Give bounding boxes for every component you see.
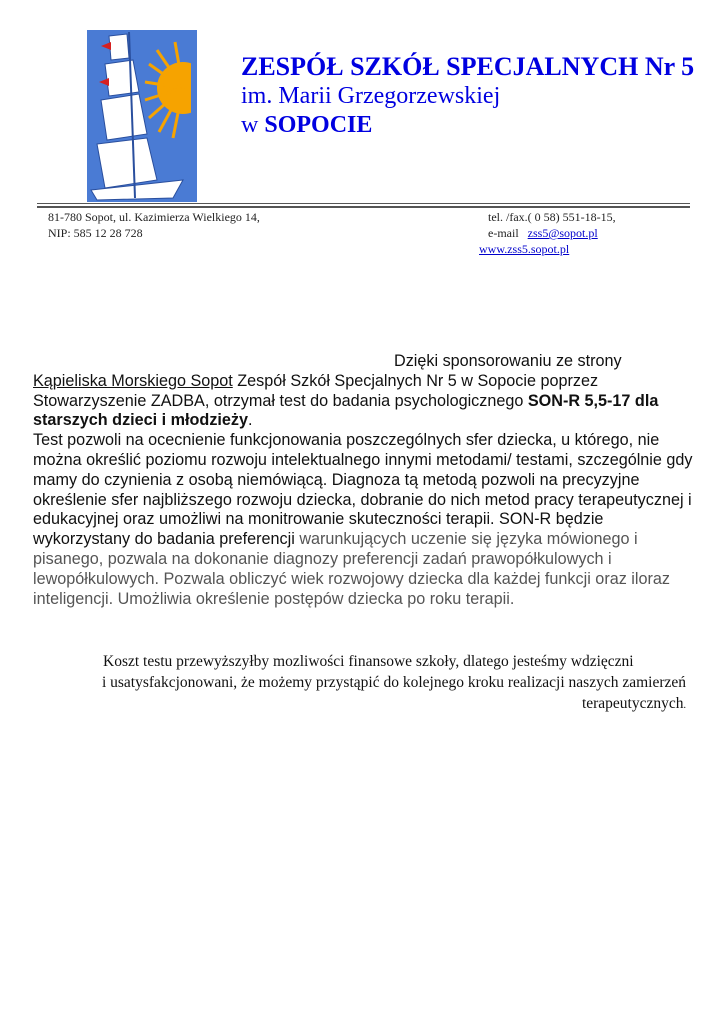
email-row: [488, 226, 598, 240]
closing-dot: .: [683, 700, 686, 711]
letter-paragraph-2: [33, 431, 693, 609]
school-patron-line: im. Marii Grzegorzewskiej: [241, 83, 501, 109]
header-divider-thin: [37, 203, 690, 204]
school-name-line1: ZESPÓŁ SZKÓŁ SPECJALNYCH Nr 5: [241, 52, 695, 81]
city-prefix: w: [241, 112, 265, 138]
sponsor-name: Kąpieliska Morskiego Sopot: [33, 371, 233, 390]
address-text: 81-780 Sopot, ul. Kazimierza Wielkiego 14,: [48, 210, 260, 224]
ship-sun-logo-icon: [87, 30, 197, 202]
nip-text: NIP: 585 12 28 728: [48, 226, 143, 240]
letter-body: [33, 352, 693, 609]
email-link[interactable]: zss5@sopot.pl: [527, 226, 598, 240]
school-name-block: [241, 52, 694, 140]
school-logo: [87, 30, 197, 202]
header-divider-thick: [37, 206, 690, 208]
school-city-line: [241, 110, 694, 140]
closing-line-3: [40, 693, 686, 716]
test-name: SON-R 5,5-17 dla starszych dzieci i młodzieży: [33, 391, 659, 430]
paragraph-1-text: Zespół Szkół Specjalnych Nr 5 w Sopocie poprzez Stowarzyszenie ZADBA, otrzymał test do badania psychologicznego: [33, 371, 599, 410]
paragraph-2-text-grey: warunkujących uczenie się języka mówionego i pisanego, pozwala na dokonanie diagnozy preferencji zadań prawopółkulowych i lewopółkulowych. Pozwala obliczyć wiek rozwojowy dziecka dla każdej funkcji oraz iloraz inteligencji. Umożliwia określenie postępów dziecka po roku terapii.: [33, 530, 670, 608]
letter-intro: Dzięki sponsorowaniu ze strony: [394, 352, 622, 370]
city-name: SOPOCIE: [264, 112, 373, 138]
phone-text: tel. /fax.( 0 58) 551-18-15,: [488, 210, 616, 224]
closing-line-1: Koszt testu przewyższyłby mozliwości finansowe szkoły, dlatego jesteśmy wdzięczni: [103, 653, 634, 670]
closing-line-2: i usatysfakcjonowani, że możemy przystąpić do kolejnego kroku realizacji naszych zamierzeń: [101, 674, 686, 691]
paragraph-2-text: Test pozwoli na ocecnienie funkcjonowania poszczególnych sfer dziecka, u którego, nie można określić poziomu rozwoju intelektualnego innymi metodami/ testami, szczególnie gdy mamy do czynienia z osobą niemówiącą. Diagnoza tą metodą pozwoli na precyzyjne określenie sfer najbliższego rozwoju dziecka, dobranie do nich metod pracy terapeutycznej i edukacyjnej oraz umożliwi na monitrowanie skuteczności terapii. SON-R będzie wykorzystany do badania preferencji: [33, 431, 693, 549]
letter-paragraph-1: [33, 372, 693, 431]
letter-closing: [40, 651, 686, 716]
website-row: [479, 242, 569, 256]
closing-line-3-text: terapeutycznych: [581, 695, 684, 712]
website-link[interactable]: www.zss5.sopot.pl: [479, 242, 570, 256]
email-label: e-mail: [488, 226, 519, 240]
paragraph-1-end: .: [248, 411, 253, 430]
